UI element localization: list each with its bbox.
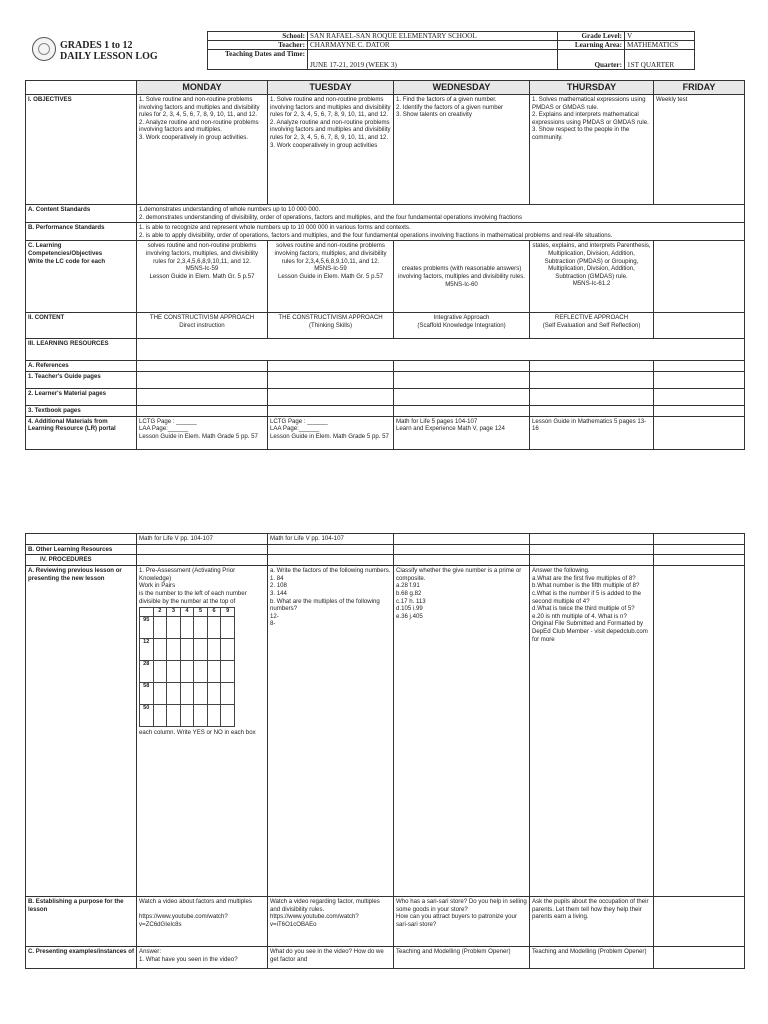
lesson-log-table-page2 bbox=[25, 533, 745, 969]
row-review bbox=[26, 566, 745, 897]
textbook-label: 3. Textbook pages bbox=[26, 405, 137, 416]
competencies-friday bbox=[654, 241, 745, 313]
review-tuesday: a. Write the factors of the following numbers. 1. 84 2. 108 3. 144 b. What are the multiples of the following numbers? 12- 8- bbox=[268, 566, 394, 897]
references-label: A. References bbox=[26, 361, 137, 372]
purpose-monday: Watch a video about factors and multiples https://www.youtube.com/watch?v=ZC6dGIeIc8s bbox=[137, 897, 268, 947]
presenting-tuesday: What do you see in the video? How do we get factor and bbox=[268, 947, 394, 969]
content-wednesday: Integrative Approach (Scaffold Knowledge Integration) bbox=[394, 313, 530, 339]
header-info-table bbox=[207, 31, 695, 70]
top-monday: Math for Life V pp. 104-107 bbox=[137, 534, 268, 545]
row-teachers-guide bbox=[26, 371, 745, 388]
document-title: GRADES 1 to 12 DAILY LESSON LOG bbox=[60, 40, 158, 62]
area-label: Learning Area: bbox=[558, 41, 625, 50]
row-competencies bbox=[26, 241, 745, 313]
competencies-wednesday: creates problems (with reasonable answers) involving factors, multiples and divisibility rules. M5NS-Ic-60 bbox=[394, 241, 530, 313]
content-tuesday: THE CONSTRUCTIVISM APPROACH (Thinking Skills) bbox=[268, 313, 394, 339]
dates-value: JUNE 17-21, 2019 (WEEK 3) bbox=[308, 50, 558, 70]
grade-value: V bbox=[625, 32, 695, 41]
row-references bbox=[26, 361, 745, 372]
quarter-value: 1ST QUARTER bbox=[625, 50, 695, 70]
teacher-label: Teacher: bbox=[208, 41, 308, 50]
purpose-thursday: Ask the pupils about the occupation of their parents. Let them tell how they help their parents earn a living. bbox=[530, 897, 654, 947]
day-header-tuesday: TUESDAY bbox=[268, 81, 394, 95]
row-purpose bbox=[26, 897, 745, 947]
row-content-standards bbox=[26, 205, 745, 223]
additional-materials-label: 4. Additional Materials from Learning Resource (LR) portal bbox=[26, 416, 137, 449]
objectives-tuesday: 1. Solve routine and non-routine problems involving factors and multiples and divisibility rules for 2, 3, 4, 5, 6, 7, 8, 9, 10, 11, and 12. 2. Analyze routine and non-routine problems involving factors and multiples and divisibility rules for 2, 3, 4, 5, 6, 7, 8, 9, 10, 11, and 12. 3. Work cooperatively in group activities bbox=[268, 95, 394, 205]
competencies-tuesday: solves routine and non-routine problems involving factors, multiples, and divisibility rules for 2,3,4,5,6,8,9,10,11, and 12. M5NS-Ic-59 Lesson Guide in Elem. Math Gr. 5 p.57 bbox=[268, 241, 394, 313]
row-objectives bbox=[26, 95, 745, 205]
procedures-label: IV. PROCEDURES bbox=[26, 555, 137, 566]
additional-materials-tuesday: LCTG Page : ______ LAA Page:______ Lesson Guide in Elem. Math Grade 5 pp. 57 bbox=[268, 416, 394, 449]
school-label: School: bbox=[208, 32, 308, 41]
presenting-wednesday: Teaching and Modelling (Problem Opener) bbox=[394, 947, 530, 969]
row-presenting bbox=[26, 947, 745, 969]
learning-resources-label: III. LEARNING RESOURCES bbox=[26, 339, 137, 361]
row-learners-material bbox=[26, 388, 745, 405]
objectives-label: I. OBJECTIVES bbox=[26, 95, 137, 205]
row-textbook-continued bbox=[26, 534, 745, 545]
divisibility-grid: 2 3 4 5 6 9 95 12 28 58 50 bbox=[139, 607, 235, 727]
presenting-thursday: Teaching and Modelling (Problem Opener) bbox=[530, 947, 654, 969]
presenting-monday: Answer: 1. What have you seen in the video? bbox=[137, 947, 268, 969]
content-thursday: REFLECTIVE APPROACH (Self Evaluation and Self Reflection) bbox=[530, 313, 654, 339]
row-other-resources bbox=[26, 544, 745, 555]
competencies-monday: solves routine and non-routine problems involving factors, multiples, and divisibility rules for 2,3,4,5,6,8,9,10,11, and 12. M5NS-Ic-59 Lesson Guide in Elem. Math Gr. 5 p.57 bbox=[137, 241, 268, 313]
objectives-monday: 1. Solve routine and non-routine problems involving factors and multiples and divisibility rules for 2, 3, 4, 5, 6, 7, 8, 9, 10, 11, and 12. 2. Analyze routine and non-routine problems involving factors and multiples. 3. Work cooperatively in group activities. bbox=[137, 95, 268, 205]
teacher-value: CHARMAYNE C. DATOR bbox=[308, 41, 558, 50]
review-wednesday: Classify whether the give number is a prime or composite. a.28 f.91 b.68 g.82 c.17 h. 113 d.105 i.99 e.36 j.405 bbox=[394, 566, 530, 897]
day-header-thursday: THURSDAY bbox=[530, 81, 654, 95]
learners-material-label: 2. Learner's Material pages bbox=[26, 388, 137, 405]
quarter-label: Quarter: bbox=[558, 50, 625, 70]
dates-label: Teaching Dates and Time: bbox=[208, 50, 308, 70]
day-header-monday: MONDAY bbox=[137, 81, 268, 95]
row-performance-standards bbox=[26, 223, 745, 241]
review-monday-intro: 1. Pre-Assessment (Activating Prior Knowledge) Work in Pairs is the number to the left of each number divisible by the number at the top of bbox=[139, 567, 247, 605]
additional-materials-monday: LCTG Page : ______ LAA Page:______ Lesson Guide in Elem. Math Grade 5 pp. 57 bbox=[137, 416, 268, 449]
lesson-log-table-page1 bbox=[25, 80, 745, 450]
purpose-label: B. Establishing a purpose for the lesson bbox=[26, 897, 137, 947]
review-monday bbox=[137, 566, 268, 897]
teachers-guide-label: 1. Teacher's Guide pages bbox=[26, 371, 137, 388]
objectives-wednesday: 1. Find the factors of a given number. 2. Identify the factors of a given number 3. Show talents on creativity bbox=[394, 95, 530, 205]
review-monday-outro: each column. Write YES or NO in each box bbox=[139, 729, 256, 737]
content-standards-label: A. Content Standards bbox=[26, 205, 137, 223]
performance-standards-text: 1. is able to recognize and represent whole numbers up to 10 000 000 in various forms and contexts. 2. is able to apply divisibility, order of operations, factors and multiples, and the four fundamental operations involving fractions in mathematical problems and real-life situations. bbox=[137, 223, 745, 241]
purpose-wednesday: Who has a sari-sari store? Do you help in selling some goods in your store? How can you attract buyers to patronize your sari-sari store? bbox=[394, 897, 530, 947]
day-header-wednesday: WEDNESDAY bbox=[394, 81, 530, 95]
additional-materials-wednesday: Math for Life 5 pages 104-107 Learn and Experience Math V, page 124 bbox=[394, 416, 530, 449]
row-content bbox=[26, 313, 745, 339]
row-learning-resources bbox=[26, 339, 745, 361]
review-thursday: Answer the following. a.What are the first five multiples of 8? b.What number is the fifth multiple of 8? c.What is the number if 5 is added to the second multiple of 4? d.What is twice the third multiple of 5? e.20 is nth multiple of 4. What is n? Original File Submitted and Formatted by DepEd Club Member - visit depedclub.com for more bbox=[530, 566, 654, 897]
presenting-label: C. Presenting examples/instances of bbox=[26, 947, 137, 969]
day-header-friday: FRIDAY bbox=[654, 81, 745, 95]
row-procedures bbox=[26, 555, 745, 566]
other-resources-label: B. Other Learning Resources bbox=[26, 544, 137, 555]
review-label: A. Reviewing previous lesson or presenting the new lesson bbox=[26, 566, 137, 897]
grade-label: Grade Level: bbox=[558, 32, 625, 41]
top-tuesday: Math for Life V pp. 104-107 bbox=[268, 534, 394, 545]
objectives-friday: Weekly test bbox=[654, 95, 745, 205]
purpose-tuesday: Watch a video regarding factor, multiples and divisibility rules. https://www.youtube.com/watch?v=iT6O1cOBAEo bbox=[268, 897, 394, 947]
performance-standards-label: B. Performance Standards bbox=[26, 223, 137, 241]
content-standards-text: 1.demonstrates understanding of whole numbers up to 10 000 000. 2. demonstrates understanding of divisibility, order of operations, factors and multiples, and the four fundamental operations involving fractions bbox=[137, 205, 745, 223]
row-textbook bbox=[26, 405, 745, 416]
objectives-thursday: 1. Solves mathematical expressions using PMDAS or GMDAS rule. 2. Explains and interprets mathematical expressions using PMDAS or GMDAS rule. 3. Show respect to the people in the community. bbox=[530, 95, 654, 205]
content-monday: THE CONSTRUCTIVISM APPROACH Direct instruction bbox=[137, 313, 268, 339]
additional-materials-thursday: Lesson Guide in Mathematics 5 pages 13-16 bbox=[530, 416, 654, 449]
competencies-thursday: states, explains, and interprets Parenthesis, Multiplication, Division, Addition, Subtraction (PMDAS) or Grouping, Multiplication, Division, Addition, Subtraction (GMDAS) rule. M5NS-Ic-61.2 bbox=[530, 241, 654, 313]
deped-seal-icon bbox=[32, 37, 56, 61]
school-value: SAN RAFAEL-SAN ROQUE ELEMENTARY SCHOOL bbox=[308, 32, 558, 41]
row-additional-materials bbox=[26, 416, 745, 449]
content-label: II. CONTENT bbox=[26, 313, 137, 339]
competencies-label: C. Learning Competencies/Objectives Write the LC code for each bbox=[26, 241, 137, 313]
area-value: MATHEMATICS bbox=[625, 41, 695, 50]
